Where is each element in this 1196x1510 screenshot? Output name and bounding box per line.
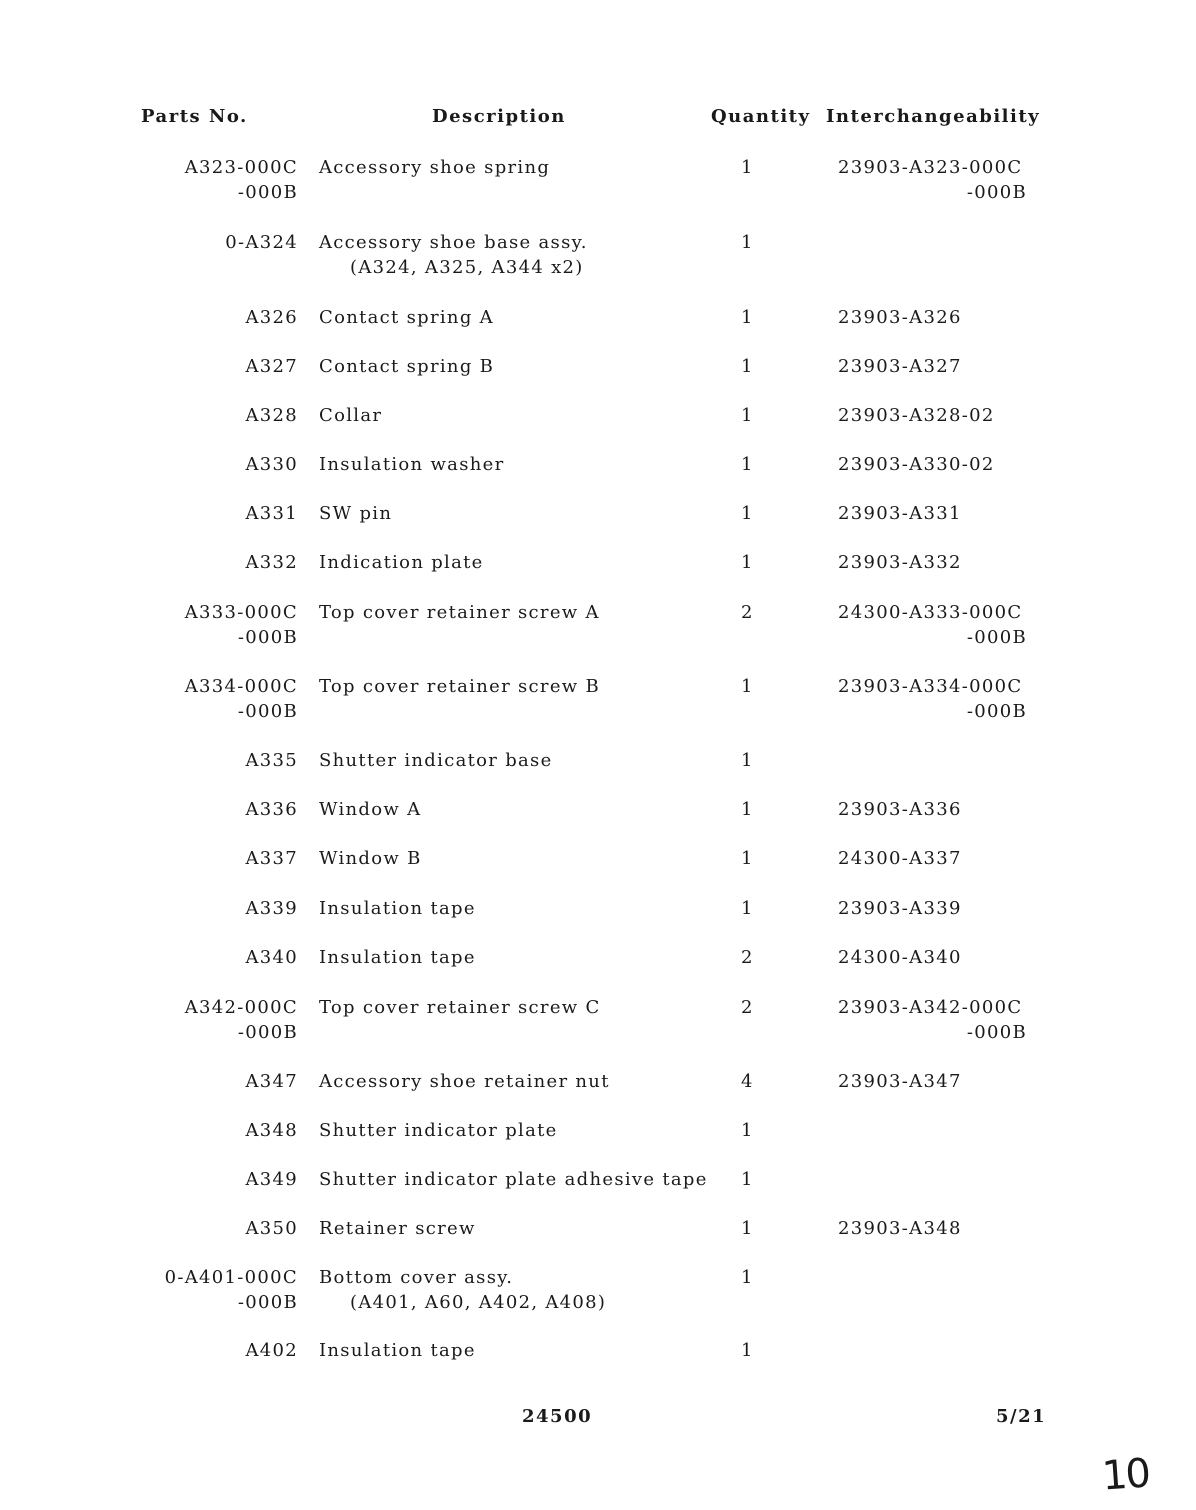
- quantity: 1: [741, 799, 754, 820]
- part-number: A342-000C: [184, 997, 298, 1018]
- footer-model-code: 24500: [522, 1406, 593, 1427]
- part-number: A328: [245, 405, 298, 426]
- interchangeability-variant: -000B: [966, 627, 1027, 648]
- description: Window B: [319, 848, 422, 869]
- interchangeability: 23903-A328-02: [838, 405, 995, 426]
- table-row: [0, 674, 1196, 722]
- interchangeability-variant: -000B: [966, 182, 1027, 203]
- interchangeability: 24300-A340: [838, 947, 962, 968]
- description: Insulation tape: [319, 898, 476, 919]
- part-number: A331: [245, 503, 298, 524]
- part-number: A326: [245, 307, 298, 328]
- table-row: [0, 155, 1196, 203]
- part-number-variant: -000B: [237, 1022, 298, 1043]
- table-row: [0, 1118, 1196, 1158]
- quantity: 1: [741, 1340, 754, 1361]
- part-number: A327: [245, 356, 298, 377]
- interchangeability: 23903-A331: [838, 503, 962, 524]
- description: Insulation tape: [319, 1340, 476, 1361]
- interchangeability: 23903-A342-000C: [838, 997, 1023, 1018]
- quantity: 1: [741, 1267, 754, 1288]
- quantity: 2: [741, 997, 754, 1018]
- description: Shutter indicator plate adhesive tape: [319, 1169, 708, 1190]
- description: Collar: [319, 405, 383, 426]
- part-number: A334-000C: [184, 676, 298, 697]
- interchangeability: 23903-A323-000C: [838, 157, 1023, 178]
- part-number-variant: -000B: [237, 182, 298, 203]
- part-number: A332: [245, 552, 298, 573]
- description: Window A: [319, 799, 422, 820]
- description: Insulation washer: [319, 454, 505, 475]
- description: Accessory shoe base assy.: [319, 232, 588, 253]
- table-row: [0, 354, 1196, 394]
- part-number: A333-000C: [184, 602, 298, 623]
- quantity: 1: [741, 1218, 754, 1239]
- interchangeability: 23903-A347: [838, 1071, 962, 1092]
- interchangeability: 23903-A332: [838, 552, 962, 573]
- description: Shutter indicator plate: [319, 1120, 558, 1141]
- interchangeability-variant: -000B: [966, 1022, 1027, 1043]
- quantity: 1: [741, 1169, 754, 1190]
- description: Top cover retainer screw B: [319, 676, 601, 697]
- part-number: 0-A324: [225, 232, 298, 253]
- description: Accessory shoe spring: [319, 157, 551, 178]
- quantity: 1: [741, 405, 754, 426]
- description: Top cover retainer screw C: [319, 997, 601, 1018]
- table-row: [0, 748, 1196, 788]
- description: Insulation tape: [319, 947, 476, 968]
- quantity: 1: [741, 848, 754, 869]
- part-number: A340: [245, 947, 298, 968]
- quantity: 1: [741, 454, 754, 475]
- table-row: [0, 305, 1196, 345]
- quantity: 1: [741, 307, 754, 328]
- table-row: [0, 1167, 1196, 1207]
- quantity: 1: [741, 750, 754, 771]
- table-row: [0, 896, 1196, 936]
- part-number: A330: [245, 454, 298, 475]
- part-number: A323-000C: [184, 157, 298, 178]
- header-parts-no: Parts No.: [141, 106, 248, 127]
- description-detail: (A401, A60, A402, A408): [350, 1292, 607, 1313]
- quantity: 1: [741, 356, 754, 377]
- table-row: [0, 1069, 1196, 1109]
- table-row: [0, 501, 1196, 541]
- header-description: Description: [432, 106, 566, 127]
- table-row: [0, 945, 1196, 985]
- table-row: [0, 600, 1196, 648]
- footer-date: 5/21: [996, 1406, 1047, 1427]
- description: SW pin: [319, 503, 393, 524]
- header-quantity: Quantity: [711, 106, 811, 127]
- quantity: 1: [741, 157, 754, 178]
- quantity: 1: [741, 1120, 754, 1141]
- interchangeability: 23903-A339: [838, 898, 962, 919]
- interchangeability: 23903-A327: [838, 356, 962, 377]
- description-detail: (A324, A325, A344 x2): [350, 257, 584, 278]
- quantity: 4: [741, 1071, 754, 1092]
- description: Indication plate: [319, 552, 484, 573]
- table-row: [0, 230, 1196, 278]
- part-number: A348: [245, 1120, 298, 1141]
- quantity: 1: [741, 676, 754, 697]
- table-row: [0, 797, 1196, 837]
- interchangeability: 23903-A334-000C: [838, 676, 1023, 697]
- description: Accessory shoe retainer nut: [319, 1071, 610, 1092]
- part-number-variant: -000B: [237, 627, 298, 648]
- handwritten-page-number: 10: [1100, 1450, 1151, 1500]
- part-number: A349: [245, 1169, 298, 1190]
- part-number: A335: [245, 750, 298, 771]
- description: Shutter indicator base: [319, 750, 553, 771]
- part-number: A350: [245, 1218, 298, 1239]
- interchangeability: 23903-A348: [838, 1218, 962, 1239]
- interchangeability: 23903-A326: [838, 307, 962, 328]
- table-row: [0, 403, 1196, 443]
- interchangeability: 23903-A336: [838, 799, 962, 820]
- quantity: 2: [741, 947, 754, 968]
- description: Retainer screw: [319, 1218, 476, 1239]
- part-number: A337: [245, 848, 298, 869]
- description: Contact spring B: [319, 356, 495, 377]
- description: Bottom cover assy.: [319, 1267, 514, 1288]
- interchangeability: 23903-A330-02: [838, 454, 995, 475]
- part-number-variant: -000B: [237, 1292, 298, 1313]
- interchangeability-variant: -000B: [966, 701, 1027, 722]
- part-number: A339: [245, 898, 298, 919]
- quantity: 2: [741, 602, 754, 623]
- description: Top cover retainer screw A: [319, 602, 600, 623]
- quantity: 1: [741, 552, 754, 573]
- table-row: [0, 1265, 1196, 1313]
- table-row: [0, 550, 1196, 590]
- quantity: 1: [741, 232, 754, 253]
- interchangeability: 24300-A333-000C: [838, 602, 1023, 623]
- quantity: 1: [741, 898, 754, 919]
- part-number: A347: [245, 1071, 298, 1092]
- table-row: [0, 846, 1196, 886]
- description: Contact spring A: [319, 307, 494, 328]
- table-row: [0, 1338, 1196, 1378]
- header-interchangeability: Interchangeability: [826, 106, 1041, 127]
- part-number: 0-A401-000C: [164, 1267, 298, 1288]
- table-row: [0, 1216, 1196, 1256]
- interchangeability: 24300-A337: [838, 848, 962, 869]
- part-number: A336: [245, 799, 298, 820]
- part-number: A402: [245, 1340, 298, 1361]
- table-row: [0, 995, 1196, 1043]
- quantity: 1: [741, 503, 754, 524]
- table-row: [0, 452, 1196, 492]
- part-number-variant: -000B: [237, 701, 298, 722]
